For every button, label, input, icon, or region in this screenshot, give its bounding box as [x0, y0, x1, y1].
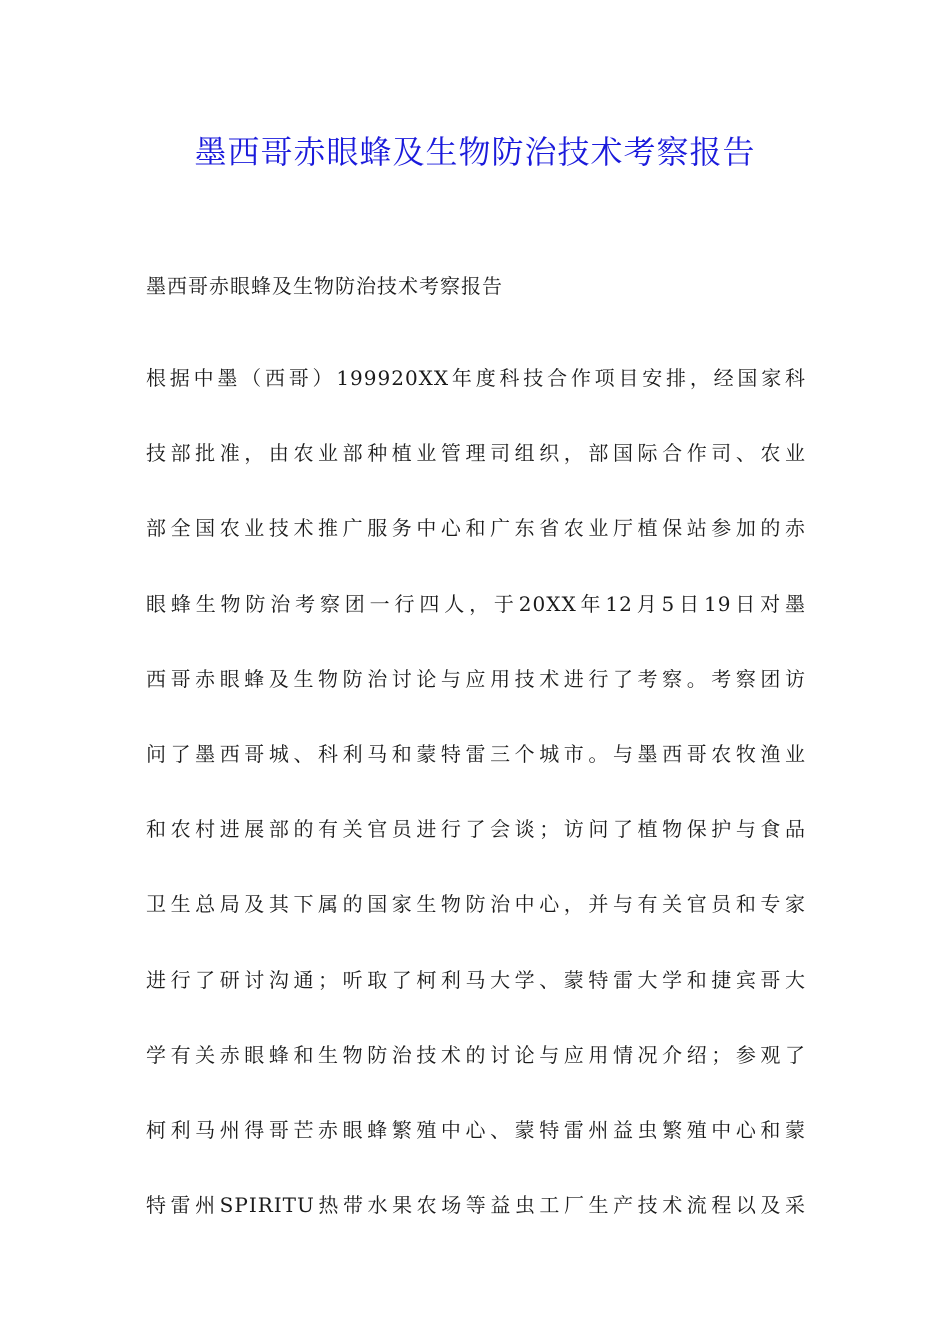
document-title: 墨西哥赤眼蜂及生物防治技术考察报告: [194, 133, 756, 171]
paragraph-line: 问了墨西哥城、科利马和蒙特雷三个城市。与墨西哥农牧渔业: [146, 742, 806, 767]
paragraph-line: 技部批准，由农业部种植业管理司组织，部国际合作司、农业: [146, 441, 806, 466]
paragraph-line: 根据中墨（西哥）199920XX年度科技合作项目安排，经国家科: [146, 366, 806, 390]
paragraph-line: 部全国农业技术推广服务中心和广东省农业厅植保站参加的赤: [146, 516, 806, 541]
paragraph-line: 西哥赤眼蜂及生物防治讨论与应用技术进行了考察。考察团访: [146, 666, 806, 691]
paragraph-line: 眼蜂生物防治考察团一行四人，于20XX年12月5日19日对墨: [146, 591, 806, 616]
paragraph-line: 进行了研讨沟通；听取了柯利马大学、蒙特雷大学和捷宾哥大: [146, 967, 806, 992]
document-subtitle: 墨西哥赤眼蜂及生物防治技术考察报告: [146, 274, 503, 298]
paragraph-line: 柯利马州得哥芒赤眼蜂繁殖中心、蒙特雷州益虫繁殖中心和蒙: [146, 1118, 806, 1143]
body-paragraph: [146, 341, 806, 1243]
paragraph-line: 卫生总局及其下属的国家生物防治中心，并与有关官员和专家: [146, 892, 806, 917]
paragraph-line: 和农村进展部的有关官员进行了会谈；访问了植物保护与食品: [146, 817, 806, 842]
paragraph-line: 学有关赤眼蜂和生物防治技术的讨论与应用情况介绍；参观了: [146, 1042, 806, 1067]
paragraph-line: 特雷州SPIRITU热带水果农场等益虫工厂生产技术流程以及采: [146, 1193, 806, 1218]
